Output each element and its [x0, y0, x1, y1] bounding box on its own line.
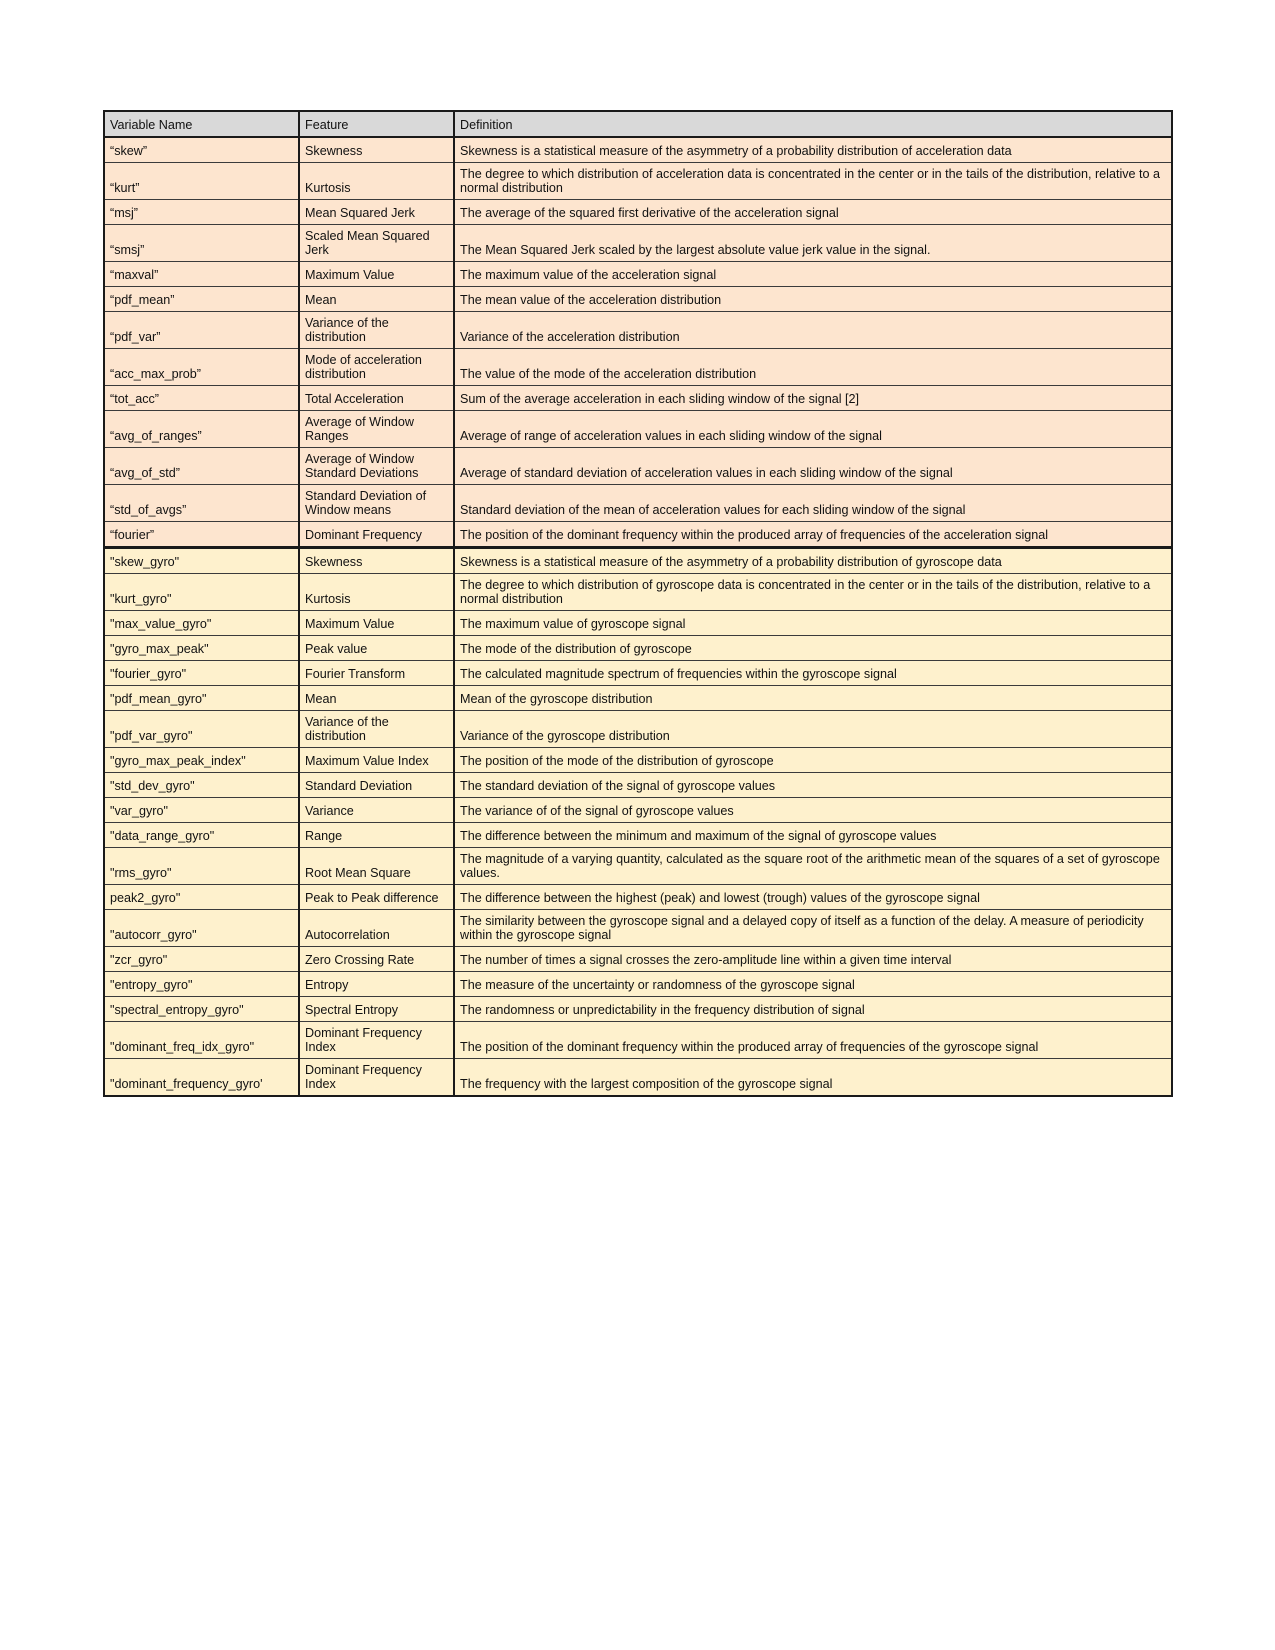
- gyroscope-table-row: [104, 574, 1172, 611]
- feature-cell: Mean Squared Jerk: [299, 200, 454, 225]
- acceleration-table-row: [104, 262, 1172, 287]
- variable-name-cell: "dominant_frequency_gyro': [104, 1059, 299, 1097]
- header-definition: Definition: [454, 111, 1172, 137]
- variable-name-cell: “tot_acc”: [104, 386, 299, 411]
- variable-name-cell: "data_range_gyro": [104, 823, 299, 848]
- gyroscope-table-row: [104, 711, 1172, 748]
- definition-cell: The number of times a signal crosses the zero-amplitude line within a given time interval: [454, 947, 1172, 972]
- definition-cell: The position of the dominant frequency within the produced array of frequencies of the gyroscope signal: [454, 1022, 1172, 1059]
- definition-cell: The value of the mode of the acceleration distribution: [454, 349, 1172, 386]
- feature-cell: Dominant Frequency Index: [299, 1059, 454, 1097]
- feature-cell: Maximum Value: [299, 611, 454, 636]
- acceleration-table-row: [104, 137, 1172, 163]
- feature-cell: Fourier Transform: [299, 661, 454, 686]
- variable-name-cell: "dominant_freq_idx_gyro": [104, 1022, 299, 1059]
- feature-cell: Variance of the distribution: [299, 711, 454, 748]
- gyroscope-table-row: [104, 997, 1172, 1022]
- feature-cell: Range: [299, 823, 454, 848]
- definition-cell: Variance of the acceleration distribution: [454, 312, 1172, 349]
- table-header: [104, 111, 1172, 137]
- gyroscope-table-row: [104, 686, 1172, 711]
- variable-name-cell: “smsj”: [104, 225, 299, 262]
- definition-cell: Skewness is a statistical measure of the asymmetry of a probability distribution of acceleration data: [454, 137, 1172, 163]
- variable-name-cell: “acc_max_prob”: [104, 349, 299, 386]
- gyroscope-section: [104, 548, 1172, 1097]
- variable-name-cell: "pdf_var_gyro": [104, 711, 299, 748]
- gyroscope-table-row: [104, 823, 1172, 848]
- header-row: [104, 111, 1172, 137]
- acceleration-table-row: [104, 411, 1172, 448]
- acceleration-table-row: [104, 287, 1172, 312]
- variable-name-cell: "var_gyro": [104, 798, 299, 823]
- variable-name-cell: “avg_of_ranges”: [104, 411, 299, 448]
- variable-name-cell: “pdf_mean”: [104, 287, 299, 312]
- variable-name-cell: “avg_of_std”: [104, 448, 299, 485]
- acceleration-table-row: [104, 386, 1172, 411]
- gyroscope-table-row: [104, 1059, 1172, 1097]
- gyroscope-table-row: [104, 885, 1172, 910]
- gyroscope-table-row: [104, 848, 1172, 885]
- acceleration-table-row: [104, 200, 1172, 225]
- variable-name-cell: "skew_gyro": [104, 548, 299, 574]
- acceleration-section: [104, 137, 1172, 548]
- acceleration-table-row: [104, 522, 1172, 548]
- gyroscope-table-row: [104, 972, 1172, 997]
- feature-cell: Variance: [299, 798, 454, 823]
- feature-cell: Peak value: [299, 636, 454, 661]
- gyroscope-table-row: [104, 548, 1172, 574]
- definition-cell: The mode of the distribution of gyroscope: [454, 636, 1172, 661]
- gyroscope-table-row: [104, 1022, 1172, 1059]
- header-variable-name: Variable Name: [104, 111, 299, 137]
- definition-cell: The similarity between the gyroscope signal and a delayed copy of itself as a function of the delay. A measure of periodicity within the gyroscope signal: [454, 910, 1172, 947]
- definition-cell: The maximum value of gyroscope signal: [454, 611, 1172, 636]
- variable-name-cell: “fourier”: [104, 522, 299, 548]
- definition-cell: The mean value of the acceleration distribution: [454, 287, 1172, 312]
- feature-cell: Zero Crossing Rate: [299, 947, 454, 972]
- definition-cell: The standard deviation of the signal of gyroscope values: [454, 773, 1172, 798]
- definition-cell: The randomness or unpredictability in the frequency distribution of signal: [454, 997, 1172, 1022]
- variable-name-cell: "rms_gyro": [104, 848, 299, 885]
- feature-cell: Standard Deviation: [299, 773, 454, 798]
- gyroscope-table-row: [104, 773, 1172, 798]
- variable-name-cell: "pdf_mean_gyro": [104, 686, 299, 711]
- feature-cell: Variance of the distribution: [299, 312, 454, 349]
- feature-cell: Root Mean Square: [299, 848, 454, 885]
- variable-name-cell: “msj”: [104, 200, 299, 225]
- variable-name-cell: “std_of_avgs”: [104, 485, 299, 522]
- feature-cell: Autocorrelation: [299, 910, 454, 947]
- feature-cell: Kurtosis: [299, 574, 454, 611]
- definition-cell: The variance of of the signal of gyroscope values: [454, 798, 1172, 823]
- definition-cell: Mean of the gyroscope distribution: [454, 686, 1172, 711]
- variable-name-cell: "gyro_max_peak": [104, 636, 299, 661]
- feature-cell: Dominant Frequency Index: [299, 1022, 454, 1059]
- acceleration-table-row: [104, 448, 1172, 485]
- variable-name-cell: "entropy_gyro": [104, 972, 299, 997]
- feature-cell: Mean: [299, 287, 454, 312]
- variable-name-cell: peak2_gyro": [104, 885, 299, 910]
- feature-cell: Kurtosis: [299, 163, 454, 200]
- definition-cell: The average of the squared first derivative of the acceleration signal: [454, 200, 1172, 225]
- variable-name-cell: "zcr_gyro": [104, 947, 299, 972]
- definition-cell: Skewness is a statistical measure of the asymmetry of a probability distribution of gyroscope data: [454, 548, 1172, 574]
- acceleration-table-row: [104, 312, 1172, 349]
- feature-cell: Skewness: [299, 548, 454, 574]
- gyroscope-table-row: [104, 661, 1172, 686]
- gyroscope-table-row: [104, 748, 1172, 773]
- feature-cell: Dominant Frequency: [299, 522, 454, 548]
- definition-cell: The maximum value of the acceleration signal: [454, 262, 1172, 287]
- acceleration-table-row: [104, 485, 1172, 522]
- definition-cell: The magnitude of a varying quantity, calculated as the square root of the arithmetic mean of the squares of a set of gyroscope values.: [454, 848, 1172, 885]
- definition-cell: The difference between the highest (peak) and lowest (trough) values of the gyroscope signal: [454, 885, 1172, 910]
- definition-cell: The measure of the uncertainty or randomness of the gyroscope signal: [454, 972, 1172, 997]
- definition-cell: Sum of the average acceleration in each sliding window of the signal [2]: [454, 386, 1172, 411]
- feature-cell: Total Acceleration: [299, 386, 454, 411]
- definition-cell: The Mean Squared Jerk scaled by the largest absolute value jerk value in the signal.: [454, 225, 1172, 262]
- variable-name-cell: "autocorr_gyro": [104, 910, 299, 947]
- variable-name-cell: "spectral_entropy_gyro": [104, 997, 299, 1022]
- variable-name-cell: "kurt_gyro": [104, 574, 299, 611]
- definition-cell: Average of standard deviation of acceleration values in each sliding window of the signal: [454, 448, 1172, 485]
- definition-cell: The position of the dominant frequency within the produced array of frequencies of the acceleration signal: [454, 522, 1172, 548]
- variable-name-cell: "max_value_gyro": [104, 611, 299, 636]
- feature-cell: Standard Deviation of Window means: [299, 485, 454, 522]
- feature-cell: Scaled Mean Squared Jerk: [299, 225, 454, 262]
- definition-cell: The frequency with the largest composition of the gyroscope signal: [454, 1059, 1172, 1097]
- definition-cell: The degree to which distribution of acceleration data is concentrated in the center or in the tails of the distribution, relative to a normal distribution: [454, 163, 1172, 200]
- gyroscope-table-row: [104, 636, 1172, 661]
- definition-cell: The difference between the minimum and maximum of the signal of gyroscope values: [454, 823, 1172, 848]
- feature-cell: Average of Window Ranges: [299, 411, 454, 448]
- acceleration-table-row: [104, 349, 1172, 386]
- feature-cell: Entropy: [299, 972, 454, 997]
- feature-cell: Peak to Peak difference: [299, 885, 454, 910]
- definition-cell: Variance of the gyroscope distribution: [454, 711, 1172, 748]
- feature-definitions-table: [103, 110, 1173, 1097]
- variable-name-cell: “pdf_var”: [104, 312, 299, 349]
- feature-cell: Mode of acceleration distribution: [299, 349, 454, 386]
- variable-name-cell: "fourier_gyro": [104, 661, 299, 686]
- acceleration-table-row: [104, 225, 1172, 262]
- feature-cell: Maximum Value Index: [299, 748, 454, 773]
- definition-cell: The degree to which distribution of gyroscope data is concentrated in the center or in the tails of the distribution, relative to a normal distribution: [454, 574, 1172, 611]
- feature-cell: Average of Window Standard Deviations: [299, 448, 454, 485]
- definition-cell: The position of the mode of the distribution of gyroscope: [454, 748, 1172, 773]
- feature-cell: Mean: [299, 686, 454, 711]
- feature-cell: Maximum Value: [299, 262, 454, 287]
- variable-name-cell: "std_dev_gyro": [104, 773, 299, 798]
- feature-cell: Spectral Entropy: [299, 997, 454, 1022]
- variable-name-cell: “skew”: [104, 137, 299, 163]
- definition-cell: The calculated magnitude spectrum of frequencies within the gyroscope signal: [454, 661, 1172, 686]
- variable-name-cell: “kurt”: [104, 163, 299, 200]
- variable-name-cell: "gyro_max_peak_index": [104, 748, 299, 773]
- feature-cell: Skewness: [299, 137, 454, 163]
- gyroscope-table-row: [104, 910, 1172, 947]
- gyroscope-table-row: [104, 798, 1172, 823]
- definition-cell: Standard deviation of the mean of acceleration values for each sliding window of the signal: [454, 485, 1172, 522]
- gyroscope-table-row: [104, 611, 1172, 636]
- variable-name-cell: “maxval”: [104, 262, 299, 287]
- gyroscope-table-row: [104, 947, 1172, 972]
- header-feature: Feature: [299, 111, 454, 137]
- definition-cell: Average of range of acceleration values in each sliding window of the signal: [454, 411, 1172, 448]
- acceleration-table-row: [104, 163, 1172, 200]
